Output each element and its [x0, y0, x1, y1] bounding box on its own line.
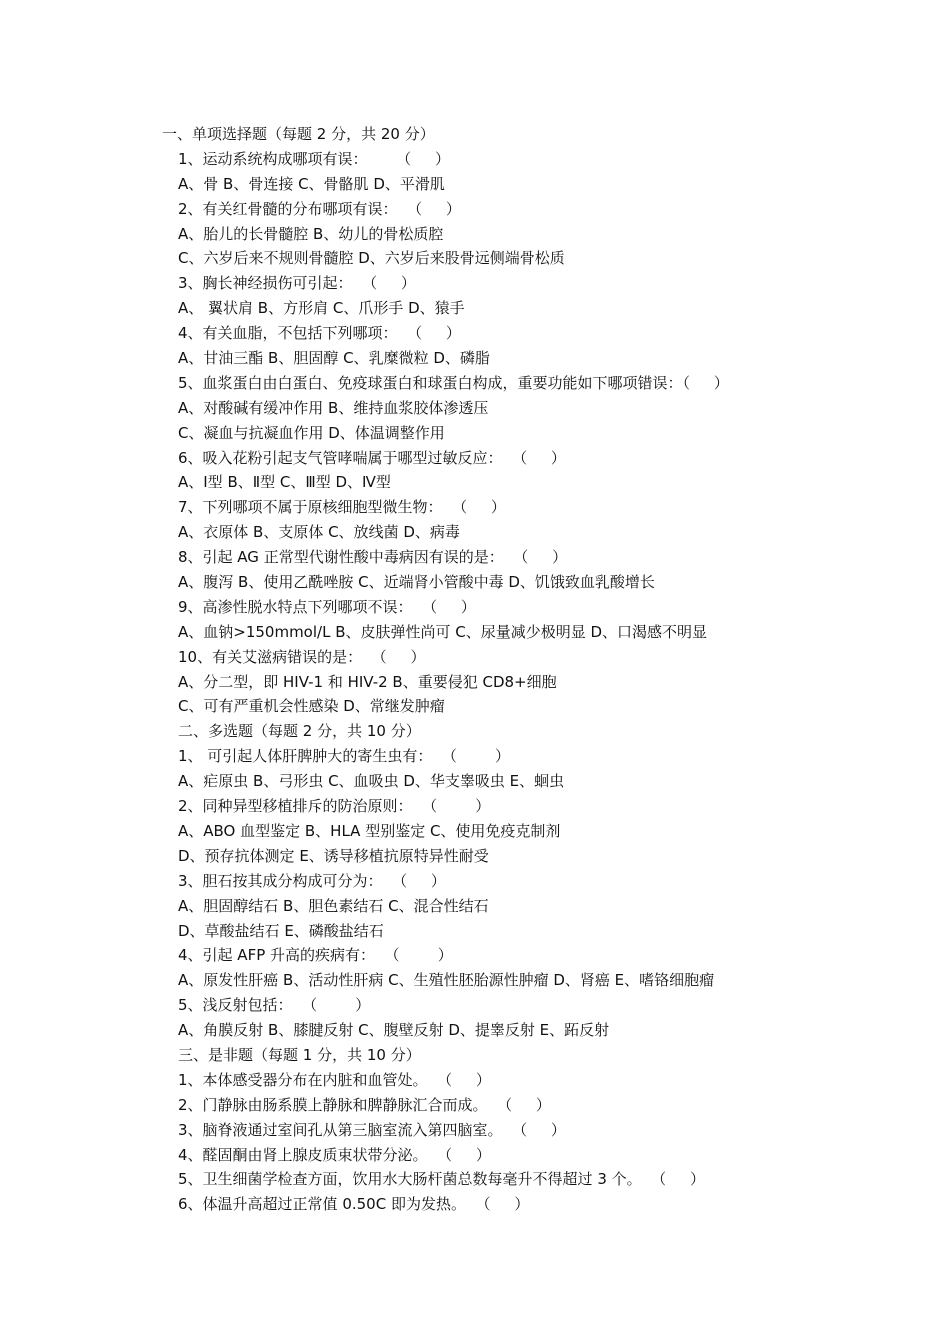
- options: A、血钠>150mmol/L B、皮肤弹性尚可 C、尿量减少极明显 D、口渴感不明显: [178, 622, 708, 641]
- options: A、对酸碱有缓冲作用 B、维持血浆胶体渗透压: [178, 398, 489, 417]
- options: D、草酸盐结石 E、磷酸盐结石: [178, 921, 384, 940]
- statement: 5、卫生细菌学检查方面，饮用水大肠杆菌总数每毫升不得超过 3 个。 （ ）: [178, 1170, 706, 1189]
- options: A、骨 B、骨连接 C、骨骼肌 D、平滑肌: [178, 174, 445, 193]
- question: 5、浅反射包括： （ ）: [178, 996, 371, 1015]
- question: 3、胆石按其成分构成可分为： （ ）: [178, 871, 446, 890]
- question: 2、有关红骨髓的分布哪项有误： （ ）: [178, 199, 461, 218]
- options: A、腹泻 B、使用乙酰唑胺 C、近端肾小管酸中毒 D、饥饿致血乳酸增长: [178, 573, 655, 592]
- question: 4、引起 AFP 升高的疾病有： （ ）: [178, 946, 453, 965]
- options: C、六岁后来不规则骨髓腔 D、六岁后来股骨远侧端骨松质: [178, 249, 565, 268]
- question: 9、高渗性脱水特点下列哪项不误： （ ）: [178, 597, 476, 616]
- options: A、分二型，即 HIV-1 和 HIV-2 B、重要侵犯 CD8+细胞: [178, 672, 557, 691]
- options: A、Ⅰ型 B、Ⅱ型 C、Ⅲ型 D、Ⅳ型: [178, 473, 391, 492]
- section-heading: 二、多选题（每题 2 分，共 10 分）: [178, 722, 421, 741]
- statement: 4、醛固酮由肾上腺皮质束状带分泌。 （ ）: [178, 1145, 491, 1164]
- options: A、衣原体 B、支原体 C、放线菌 D、病毒: [178, 523, 460, 542]
- options: A、胎儿的长骨髓腔 B、幼儿的骨松质腔: [178, 224, 444, 243]
- question: 8、引起 AG 正常型代谢性酸中毒病因有误的是： （ ）: [178, 548, 568, 567]
- options: A、 翼状肩 B、方形肩 C、爪形手 D、猿手: [178, 299, 465, 318]
- options: A、ABO 血型鉴定 B、HLA 型别鉴定 C、使用免疫克制剂: [178, 821, 561, 840]
- question: 3、胸长神经损伤可引起： （ ）: [178, 274, 416, 293]
- options: A、原发性肝癌 B、活动性肝病 C、生殖性胚胎源性肿瘤 D、肾癌 E、嗜铬细胞瘤: [178, 971, 715, 990]
- question: 10、有关艾滋病错误的是： （ ）: [178, 647, 426, 666]
- exam-content: [162, 122, 878, 1217]
- question: 5、血浆蛋白由白蛋白、免疫球蛋白和球蛋白构成，重要功能如下哪项错误：（ ）: [178, 373, 729, 392]
- statement: 1、本体感受器分布在内脏和血管处。 （ ）: [178, 1070, 491, 1089]
- options: A、甘油三酯 B、胆固醇 C、乳糜微粒 D、磷脂: [178, 349, 490, 368]
- options: A、疟原虫 B、弓形虫 C、血吸虫 D、华支睾吸虫 E、蛔虫: [178, 772, 565, 791]
- question: 4、有关血脂，不包括下列哪项： （ ）: [178, 324, 461, 343]
- question: 1、 可引起人体肝脾肿大的寄生虫有： （ ）: [178, 747, 510, 766]
- options: C、可有严重机会性感染 D、常继发肿瘤: [178, 697, 445, 716]
- section-heading: 一、单项选择题（每题 2 分，共 20 分）: [162, 125, 435, 143]
- section-heading: 三、是非题（每题 1 分，共 10 分）: [178, 1045, 421, 1064]
- options: A、角膜反射 B、膝腱反射 C、腹壁反射 D、提睾反射 E、跖反射: [178, 1021, 610, 1040]
- statement: 6、体温升高超过正常值 0.50C 即为发热。 （ ）: [178, 1195, 530, 1214]
- question: 1、运动系统构成哪项有误： （ ）: [178, 149, 450, 168]
- question: 7、下列哪项不属于原核细胞型微生物： （ ）: [178, 498, 506, 517]
- statement: 2、门静脉由肠系膜上静脉和脾静脉汇合而成。 （ ）: [178, 1095, 551, 1114]
- options: C、凝血与抗凝血作用 D、体温调整作用: [178, 423, 445, 442]
- question: 6、吸入花粉引起支气管哮喘属于哪型过敏反应： （ ）: [178, 448, 566, 467]
- options: A、胆固醇结石 B、胆色素结石 C、混合性结石: [178, 896, 489, 915]
- question: 2、同种异型移植排斥的防治原则： （ ）: [178, 797, 491, 816]
- statement: 3、脑脊液通过室间孔从第三脑室流入第四脑室。 （ ）: [178, 1120, 566, 1139]
- options: D、预存抗体测定 E、诱导移植抗原特异性耐受: [178, 846, 489, 865]
